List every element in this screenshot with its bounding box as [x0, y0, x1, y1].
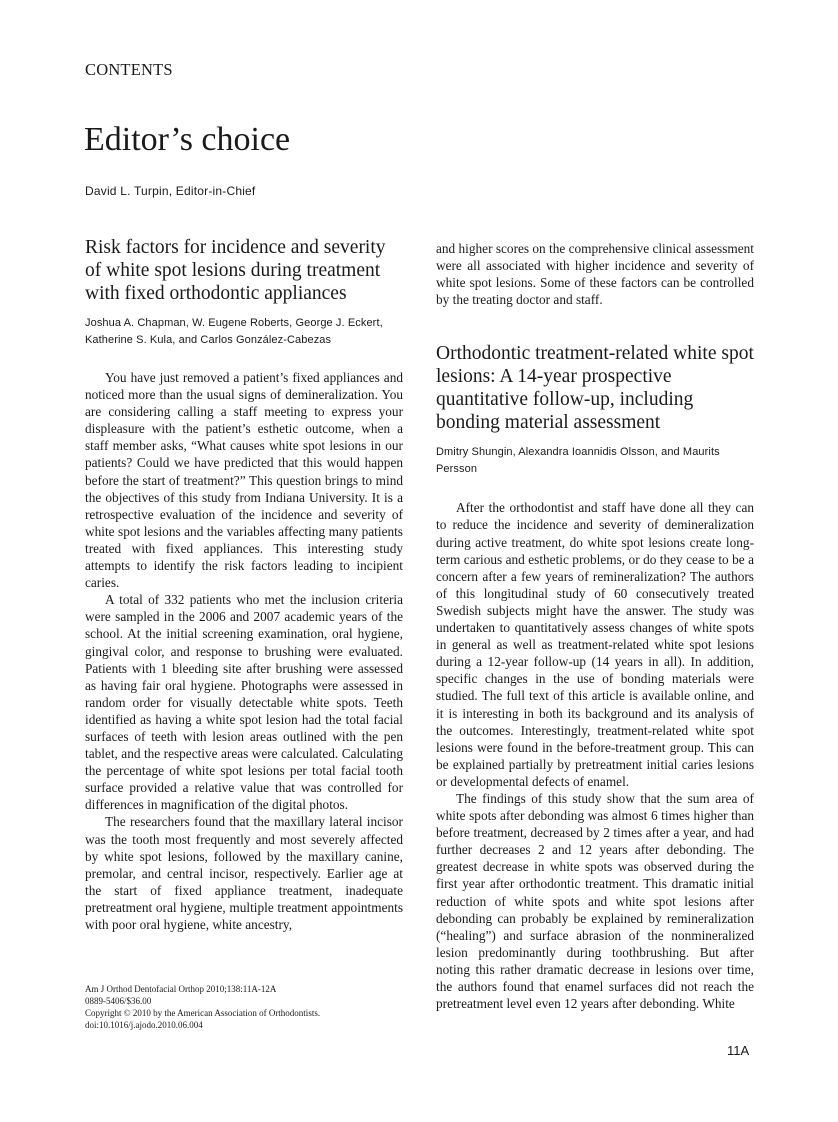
copyright-notice: Copyright © 2010 by the American Association of Orthodontists. — [85, 1008, 321, 1018]
article-1-paragraph: You have just removed a patient’s fixed appliances and noticed more than the usual signs of demineralization. You are considering calling a staff meeting to express your displeasure with the patient’s esthetic outcome, when a staff member asks, “What causes white spot lesions in our patients? Could we have predicted that this would happen before the start of treatment?” This question brings to mind the objectives of this study from Indiana University. It is a retrospective evaluation of the incidence and severity of white spot lesions and the variables affecting many patients treated with fixed appliances. This interesting study attempts to identify the risk factors leading to incipient caries. — [85, 370, 403, 591]
journal-citation: Am J Orthod Dentofacial Orthop 2010;138:11A-12A — [85, 984, 277, 994]
right-column — [436, 240, 754, 1012]
article-2-title[interactable]: Orthodontic treatment-related white spot lesions: A 14-year prospective quantitative follow-up, including bonding material assessment — [436, 343, 754, 434]
section-label: CONTENTS — [85, 60, 173, 79]
article-2-paragraph: The findings of this study show that the sum area of white spots after debonding was almost 6 times higher than before treatment, decreased by 2 times after a year, and had further decreases 2 and 12 years after debonding. The greatest decrease in white spots was observed during the first year after orthodontic treatment. This dramatic initial reduction of white spots and white spot lesions after debonding can probably be explained by remineralization (“healing”) and surface abrasion of the nonmineralized lesion predominantly during toothbrushing. But after noting this rather dramatic decrease in lesions over time, the authors found that enamel surfaces did not reach the pretreatment level even 12 years after debonding. White — [436, 790, 754, 1012]
article-1-body — [85, 369, 403, 933]
article-1-paragraph-continued: and higher scores on the comprehensive clinical assessment were all associated with higher incidence and severity of white spot lesions. Some of these factors can be controlled by the treating doctor and staff. — [436, 241, 754, 308]
article-2 — [436, 342, 754, 1012]
article-1-title[interactable]: Risk factors for incidence and severity of white spot lesions during treatment with fixed orthodontic appliances — [85, 237, 386, 304]
article-1-paragraph: A total of 332 patients who met the inclusion criteria were sampled in the 2006 and 2007 academic years of the school. At the initial screening examination, oral hygiene, gingival color, and response to brushing were evaluated. Patients with 1 bleeding site after brushing were assessed as having fair oral hygiene. Photographs were assessed in random order for visually detectable white spots. Teeth identified as having a white spot lesion had the total facial surfaces of teeth with lesion areas outlined with the pen tablet, and the respective areas were calculated. Calculating the percentage of white spot lesions per total facial tooth surface provided a relative value that was controlled for differences in magnification of the digital photos. — [85, 592, 403, 813]
article-2-body — [436, 499, 754, 1012]
doi-link[interactable]: doi:10.1016/j.ajodo.2010.06.004 — [85, 1020, 203, 1030]
article-2-paragraph: After the orthodontist and staff have done all they can to reduce the incidence and severity of demineralization during active treatment, do white spot lesions create long-term carious and esthetic problems, or do they cease to be a concern after a few years of remineralization? The authors of this longitudinal study of 60 consecutively treated Swedish subjects might have the answer. The study was undertaken to quantitatively assess changes of white spots in general as well as treatment-related white spot lesions during a 12-year follow-up (14 years in all). In addition, specific changes in the use of bonding materials were studied. The full text of this article is available online, and it is interesting in both its background and its analysis of the outcomes. Interestingly, treatment-related white spot lesions were found in the before-treatment group. This can be explained partially by pretreatment initial caries lesions or developmental defects of enamel. — [436, 500, 754, 789]
editor-byline: David L. Turpin, Editor-in-Chief — [85, 184, 256, 198]
page-number: 11A — [727, 1043, 750, 1058]
footer-citation-block — [85, 983, 320, 1031]
issn-price: 0889-5406/$36.00 — [85, 996, 152, 1006]
page-title: Editor’s choice — [84, 121, 291, 158]
left-column — [85, 236, 403, 933]
article-2-authors: Dmitry Shungin, Alexandra Ioannidis Olsson, and Maurits Persson — [436, 446, 720, 476]
article-1-paragraph: The researchers found that the maxillary lateral incisor was the tooth most frequently and most severely affected by white spot lesions, followed by the maxillary canine, premolar, and central incisor, respectively. Earlier age at the start of fixed appliance treatment, inadequate pretreatment oral hygiene, multiple treatment appointments with poor oral hygiene, white ancestry, — [85, 814, 403, 932]
article-1-continuation — [436, 240, 754, 308]
article-1-authors: Joshua A. Chapman, W. Eugene Roberts, George J. Eckert, Katherine S. Kula, and Carlos González-Cabezas — [85, 317, 383, 346]
